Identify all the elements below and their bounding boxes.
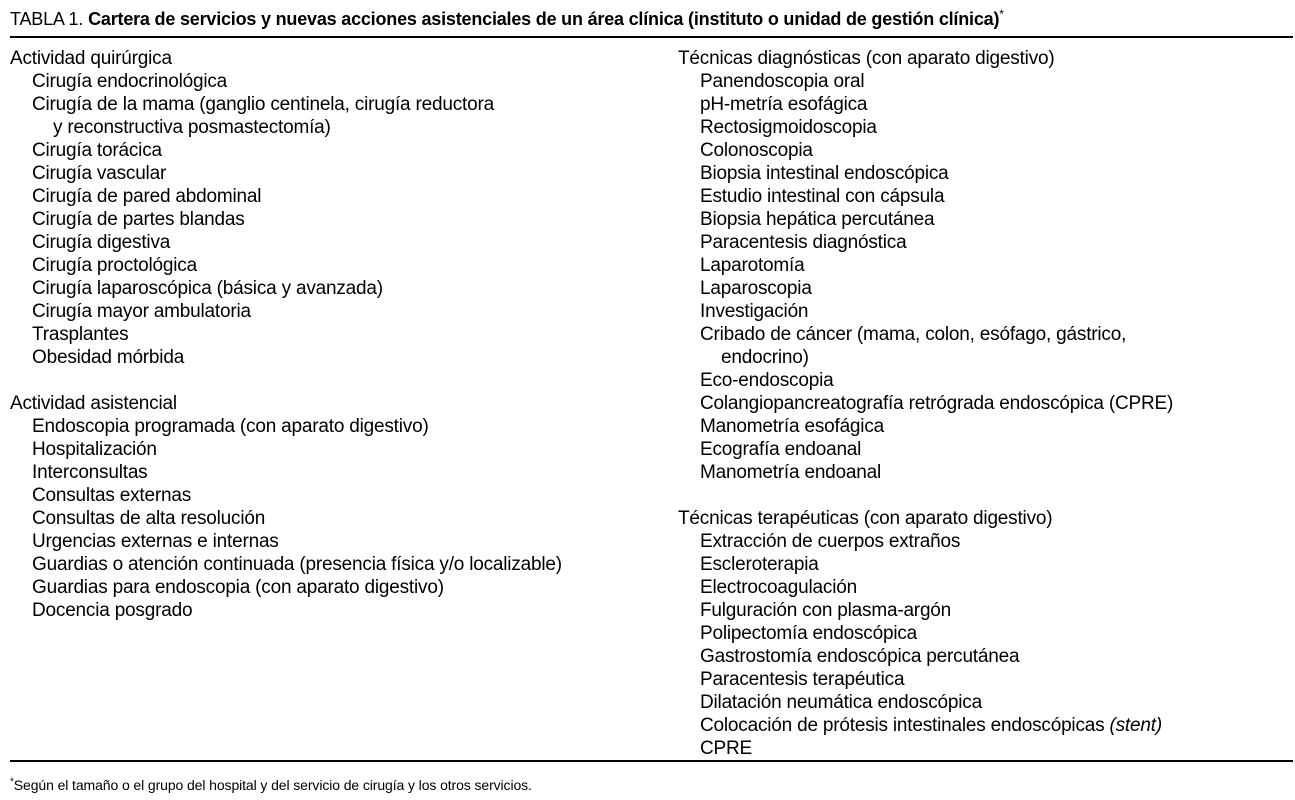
service-item: Laparotomía (700, 255, 805, 276)
footnote-marker: * (10, 776, 14, 788)
service-item: Cirugía de partes blandas (32, 209, 245, 230)
service-item: Cirugía mayor ambulatoria (32, 301, 251, 322)
service-item: Obesidad mórbida (32, 347, 185, 368)
service-item: Polipectomía endoscópica (700, 623, 918, 644)
service-item: Docencia posgrado (32, 600, 193, 621)
service-item: Cirugía endocrinológica (32, 71, 228, 92)
service-item: Trasplantes (32, 324, 129, 345)
group-heading: Técnicas diagnósticas (con aparato digestivo) (678, 48, 1055, 69)
footnote-text: Según el tamaño o el grupo del hospital y del servicio de cirugía y los otros servicios. (13, 777, 532, 793)
service-item: Manometría endoanal (700, 462, 882, 483)
service-item-italic: (stent) (1109, 715, 1162, 736)
service-item: Eco-endoscopia (700, 370, 834, 391)
service-item: Endoscopia programada (con aparato digestivo) (32, 416, 429, 437)
service-item: Cirugía de la mama (ganglio centinela, cirugía reductora y reconstructiva posmastectomía) (32, 94, 494, 138)
service-item: CPRE (700, 738, 752, 759)
group-heading: Actividad asistencial (10, 393, 177, 414)
service-item: Cirugía proctológica (32, 255, 197, 276)
group-heading: Técnicas terapéuticas (con aparato digestivo) (678, 508, 1053, 529)
service-item: Consultas de alta resolución (32, 508, 266, 529)
service-item: Colocación de prótesis intestinales endoscópicas (stent) (700, 715, 1162, 736)
table-footnote-marker: * (999, 7, 1004, 21)
service-item: Paracentesis terapéutica (700, 669, 905, 690)
column-right (678, 47, 1293, 760)
service-item: Ecografía endoanal (700, 439, 862, 460)
table-title (10, 8, 1293, 30)
service-item: Cribado de cáncer (mama, colon, esófago, gástrico, endocrino) (700, 324, 1127, 368)
service-item: Cirugía torácica (32, 140, 162, 161)
bottom-rule (10, 760, 1293, 762)
table-number-label: TABLA 1. (10, 9, 84, 29)
service-item: Cirugía de pared abdominal (32, 186, 262, 207)
service-group (10, 392, 678, 622)
service-group (10, 47, 678, 369)
service-group (678, 47, 1293, 484)
service-item: Cirugía digestiva (32, 232, 171, 253)
service-item: Colangiopancreatografía retrógrada endoscópica (CPRE) (700, 393, 1174, 414)
service-item: Guardias o atención continuada (presencia física y/o localizable) (32, 554, 562, 575)
service-item: Gastrostomía endoscópica percutánea (700, 646, 1020, 667)
table-title-text: Cartera de servicios y nuevas acciones asistenciales de un área clínica (instituto o unidad de gestión clínica) (88, 9, 1000, 29)
service-item: Estudio intestinal con cápsula (700, 186, 945, 207)
service-item: Hospitalización (32, 439, 157, 460)
service-item: Extracción de cuerpos extraños (700, 531, 961, 552)
service-item: Biopsia hepática percutánea (700, 209, 935, 230)
service-item: Escleroterapia (700, 554, 819, 575)
service-item: Consultas externas (32, 485, 192, 506)
service-item: Dilatación neumática endoscópica (700, 692, 982, 713)
column-left (10, 47, 678, 760)
service-item: Urgencias externas e internas (32, 531, 279, 552)
service-item: Colonoscopia (700, 140, 813, 161)
group-heading: Actividad quirúrgica (10, 48, 172, 69)
service-group (678, 507, 1293, 760)
service-item: Laparoscopia (700, 278, 812, 299)
service-item: Biopsia intestinal endoscópica (700, 163, 949, 184)
service-item: Interconsultas (32, 462, 148, 483)
service-item: Investigación (700, 301, 809, 322)
service-item: Rectosigmoidoscopia (700, 117, 877, 138)
service-item: Electrocoagulación (700, 577, 857, 598)
service-item: pH-metría esofágica (700, 94, 868, 115)
service-item: Fulguración con plasma-argón (700, 600, 952, 621)
service-item: Cirugía vascular (32, 163, 167, 184)
footnote (10, 777, 1293, 794)
service-item: Paracentesis diagnóstica (700, 232, 907, 253)
service-item: Cirugía laparoscópica (básica y avanzada) (32, 278, 383, 299)
service-item: Manometría esofágica (700, 416, 884, 437)
top-rule (10, 36, 1293, 38)
service-item: Guardias para endoscopia (con aparato digestivo) (32, 577, 444, 598)
service-columns (10, 47, 1293, 760)
service-item: Panendoscopia oral (700, 71, 865, 92)
